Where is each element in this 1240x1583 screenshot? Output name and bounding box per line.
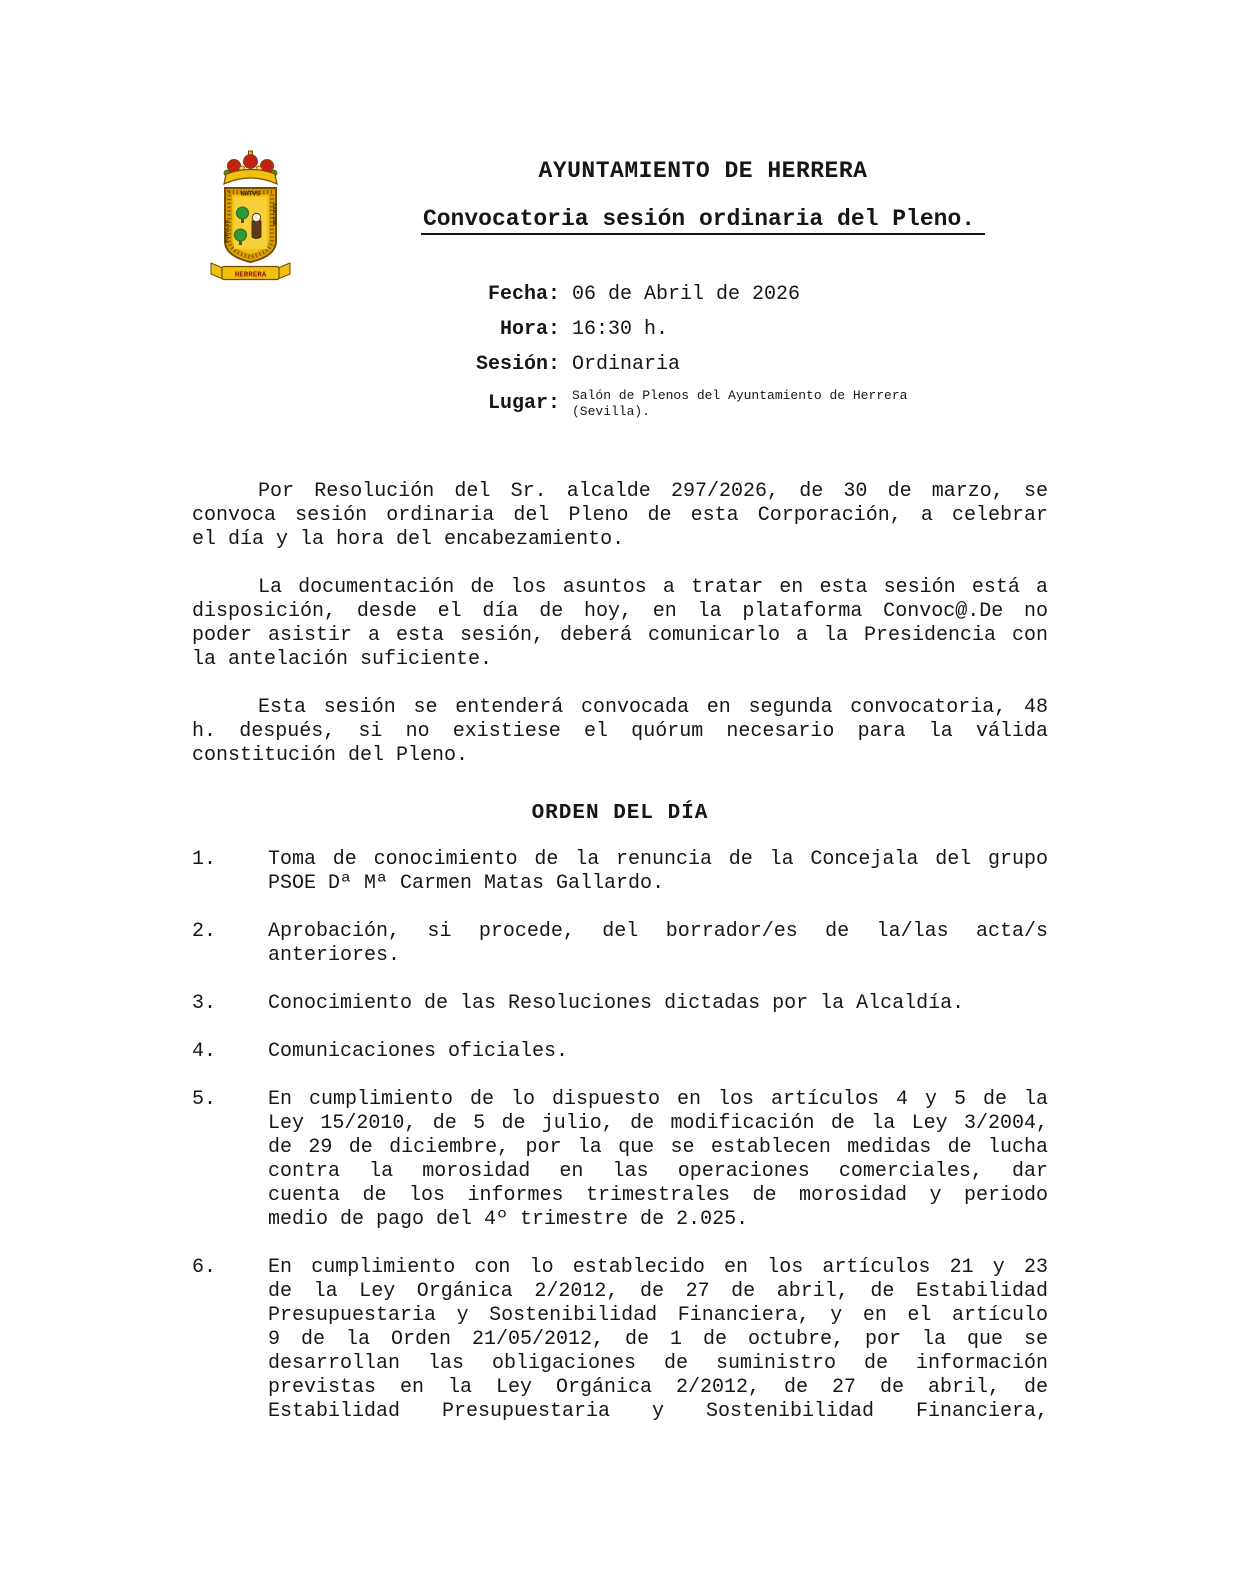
text-line: constitución del Pleno. [192, 744, 469, 767]
agenda-item-number: 3. [192, 992, 217, 1015]
text-line: Por Resolución del Sr. alcalde 297/2026, de 30 de marzo, se [258, 480, 1048, 503]
meta-row-hora [0, 318, 1240, 342]
emblem-motto-right: IGNIONE [271, 203, 278, 227]
agenda-item-number: 5. [192, 1088, 217, 1111]
text-line: Salón de Plenos del Ayuntamiento de Herrera [572, 388, 908, 403]
text-line: de 29 de diciembre, por la que se establecen medidas de lucha [268, 1136, 1048, 1159]
meta-value-hora: 16:30 h. [572, 318, 669, 341]
agenda-item-6 [192, 1256, 1048, 1424]
text-line: poder asistir a esta sesión, deberá comunicarlo a la Presidencia con [192, 624, 1048, 647]
agenda-item-number: 1. [192, 848, 217, 871]
document-subtitle: Convocatoria sesión ordinaria del Pleno. [421, 206, 985, 235]
text-line: la antelación suficiente. [192, 648, 493, 671]
orden-del-dia-heading: ORDEN DEL DÍA [531, 802, 709, 825]
subtitle-wrap [380, 206, 1026, 235]
text-line: En cumplimiento con lo establecido en los artículos 21 y 23 [268, 1256, 1048, 1279]
text-line: contra la morosidad en las operaciones comerciales, dar [268, 1160, 1048, 1183]
text-line: desarrollan las obligaciones de suministro de información [268, 1352, 1048, 1375]
emblem-banner-text: HERRERA [234, 271, 267, 280]
text-line: PSOE Dª Mª Carmen Matas Gallardo. [268, 872, 665, 895]
agenda-item-2 [192, 920, 1048, 968]
document-body [192, 480, 1048, 1424]
text-line: cuenta de los informes trimestrales de morosidad y periodo [268, 1184, 1048, 1207]
emblem-banner [211, 263, 290, 280]
emblem-shield [224, 188, 279, 262]
text-line: disposición, desde el día de hoy, en la plataforma Convoc@.De no [192, 600, 1048, 623]
agenda-item-text [268, 992, 1048, 1016]
municipal-coat-of-arms-icon [203, 147, 298, 286]
text-line: En cumplimiento de lo dispuesto en los artículos 4 y 5 de la [268, 1088, 1048, 1111]
paragraph-segunda-convocatoria [192, 696, 1048, 768]
session-meta [0, 283, 1240, 431]
agenda-item-4 [192, 1040, 1048, 1064]
text-line: La documentación de los asuntos a tratar en esta sesión está a [258, 576, 1048, 599]
meta-label-sesion: Sesión: [475, 353, 560, 376]
emblem-motto-top: NATVS [240, 190, 261, 198]
text-line: Toma de conocimiento de la renuncia de la Concejala del grupo [268, 848, 1048, 871]
text-line: previstas en la Ley Orgánica 2/2012, de 27 de abril, de [268, 1376, 1048, 1399]
text-line: 9 de la Orden 21/05/2012, de 1 de octubre, por la que se [268, 1328, 1048, 1351]
text-line: Aprobación, si procede, del borrador/es de la/las acta/s [268, 920, 1048, 943]
emblem-figure [252, 213, 261, 238]
document-header [380, 0, 1026, 235]
page-title: AYUNTAMIENTO DE HERRERA [538, 158, 868, 184]
text-line: Presupuestaria y Sostenibilidad Financiera, y en el artículo [268, 1304, 1048, 1327]
text-line: h. después, si no existiese el quórum necesario para la válida [192, 720, 1048, 743]
agenda-item-text [268, 920, 1048, 968]
agenda-item-text [268, 1088, 1048, 1232]
text-line: (Sevilla). [572, 404, 651, 419]
meta-label-fecha: Fecha: [487, 283, 560, 306]
agenda-item-text [268, 848, 1048, 896]
agenda-item-3 [192, 992, 1048, 1016]
text-line: Comunicaciones oficiales. [268, 1040, 569, 1063]
meta-value-lugar [560, 388, 907, 420]
agenda-item-1 [192, 848, 1048, 896]
agenda-item-text [268, 1256, 1048, 1424]
meta-label-lugar: Lugar: [487, 392, 560, 415]
agenda-item-number: 4. [192, 1040, 217, 1063]
agenda-item-number: 2. [192, 920, 217, 943]
text-line: convoca sesión ordinaria del Pleno de esta Corporación, a celebrar [192, 504, 1048, 527]
orden-del-dia-list [192, 848, 1048, 1424]
meta-label-hora: Hora: [499, 318, 560, 341]
text-line: medio de pago del 4º trimestre de 2.025. [268, 1208, 749, 1231]
meta-row-lugar [0, 388, 1240, 420]
paragraph-documentacion [192, 576, 1048, 672]
meta-value-sesion: Ordinaria [572, 353, 681, 376]
meta-row-fecha [0, 283, 1240, 307]
text-line: anteriores. [268, 944, 401, 967]
text-line: Ley 15/2010, de 5 de julio, de modificación de la Ley 3/2004, [268, 1112, 1048, 1135]
text-line: Conocimiento de las Resoluciones dictadas por la Alcaldía. [268, 992, 965, 1015]
text-line: el día y la hora del encabezamiento. [192, 528, 625, 551]
text-line: Estabilidad Presupuestaria y Sostenibilidad Financiera, [268, 1400, 1048, 1423]
text-line: de la Ley Orgánica 2/2012, de 27 de abril, de Estabilidad [268, 1280, 1048, 1303]
agenda-item-5 [192, 1088, 1048, 1232]
text-line: Esta sesión se entenderá convocada en segunda convocatoria, 48 [258, 696, 1048, 719]
emblem-crown [224, 151, 277, 184]
agenda-item-text [268, 1040, 1048, 1064]
agenda-item-number: 6. [192, 1256, 217, 1279]
paragraph-resolucion [192, 480, 1048, 552]
meta-value-fecha: 06 de Abril de 2026 [572, 283, 801, 306]
emblem-motto-left: POPVLVS [223, 219, 231, 243]
meta-row-sesion [0, 353, 1240, 377]
